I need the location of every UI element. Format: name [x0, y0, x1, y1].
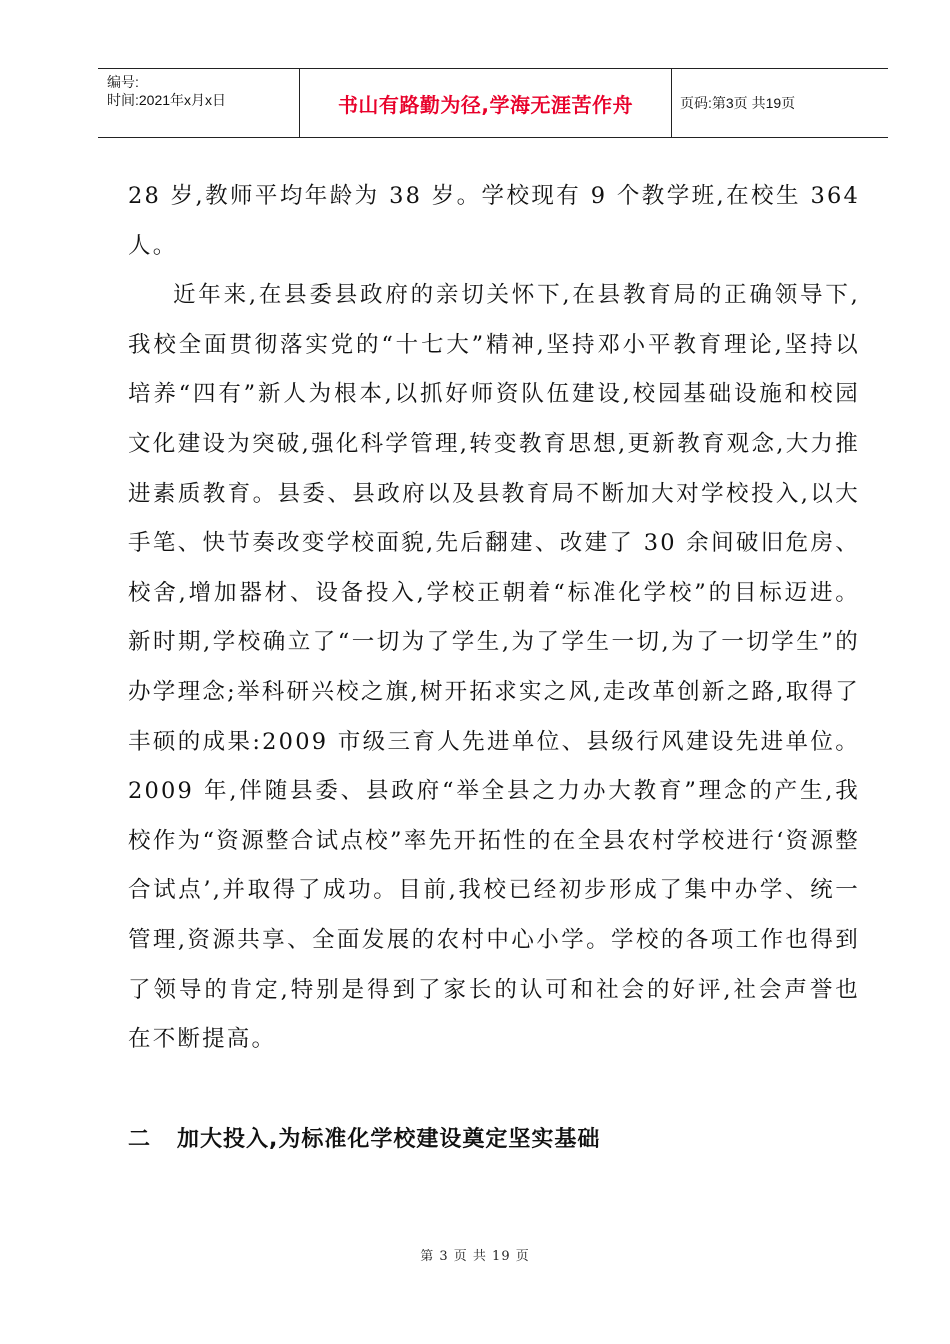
- header-motto: 书山有路勤为径,学海无涯苦作舟: [337, 92, 634, 117]
- document-body: [128, 172, 860, 1065]
- body-paragraph: 28 岁,教师平均年龄为 38 岁。学校现有 9 个教学班,在校生 364 人。: [128, 183, 860, 259]
- header-page-cell: [672, 69, 888, 137]
- page-footer: 第 3 页 共 19 页: [420, 1249, 530, 1264]
- header-page-info: 页码:第3页 共19页: [680, 95, 796, 111]
- header-motto-cell: [300, 69, 672, 137]
- page-header: [98, 68, 888, 138]
- header-meta-cell: [98, 69, 300, 137]
- document-time-label: 时间:2021年x月x日: [107, 92, 227, 108]
- document-number-label: 编号:: [107, 74, 139, 90]
- body-paragraph: 近年来,在县委县政府的亲切关怀下,在县教育局的正确领导下,我校全面贯彻落实党的“十七大”精神,坚持邓小平教育理论,坚持以培养“四有”新人为根本,以抓好师资队伍建设,校园基础设施和校园文化建设为突破,强化科学管理,转变教育思想,更新教育观念,大力推进素质教育。县委、县政府以及县教育局不断加大对学校投入,以大手笔、快节奏改变学校面貌,先后翻建、改建了 30 余间破旧危房、校舍,增加器材、设备投入,学校正朝着“标准化学校”的目标迈进。新时期,学校确立了“一切为了学生,为了学生一切,为了一切学生”的办学理念;举科研兴校之旗,树开拓求实之风,走改革创新之路,取得了丰硕的成果:2009 市级三育人先进单位、县级行风建设先进单位。2009 年,伴随县委、县政府“举全县之力办大教育”理念的产生,我校作为“资源整合试点校”率先开拓性的在全县农村学校进行‘资源整合试点’,并取得了成功。目前,我校已经初步形成了集中办学、统一管理,资源共享、全面发展的农村中心小学。学校的各项工作也得到了领导的肯定,特别是得到了家长的认可和社会的好评,社会声誉也在不断提高。: [128, 282, 860, 1053]
- section-heading: 二 加大投入,为标准化学校建设奠定坚实基础: [128, 1127, 601, 1152]
